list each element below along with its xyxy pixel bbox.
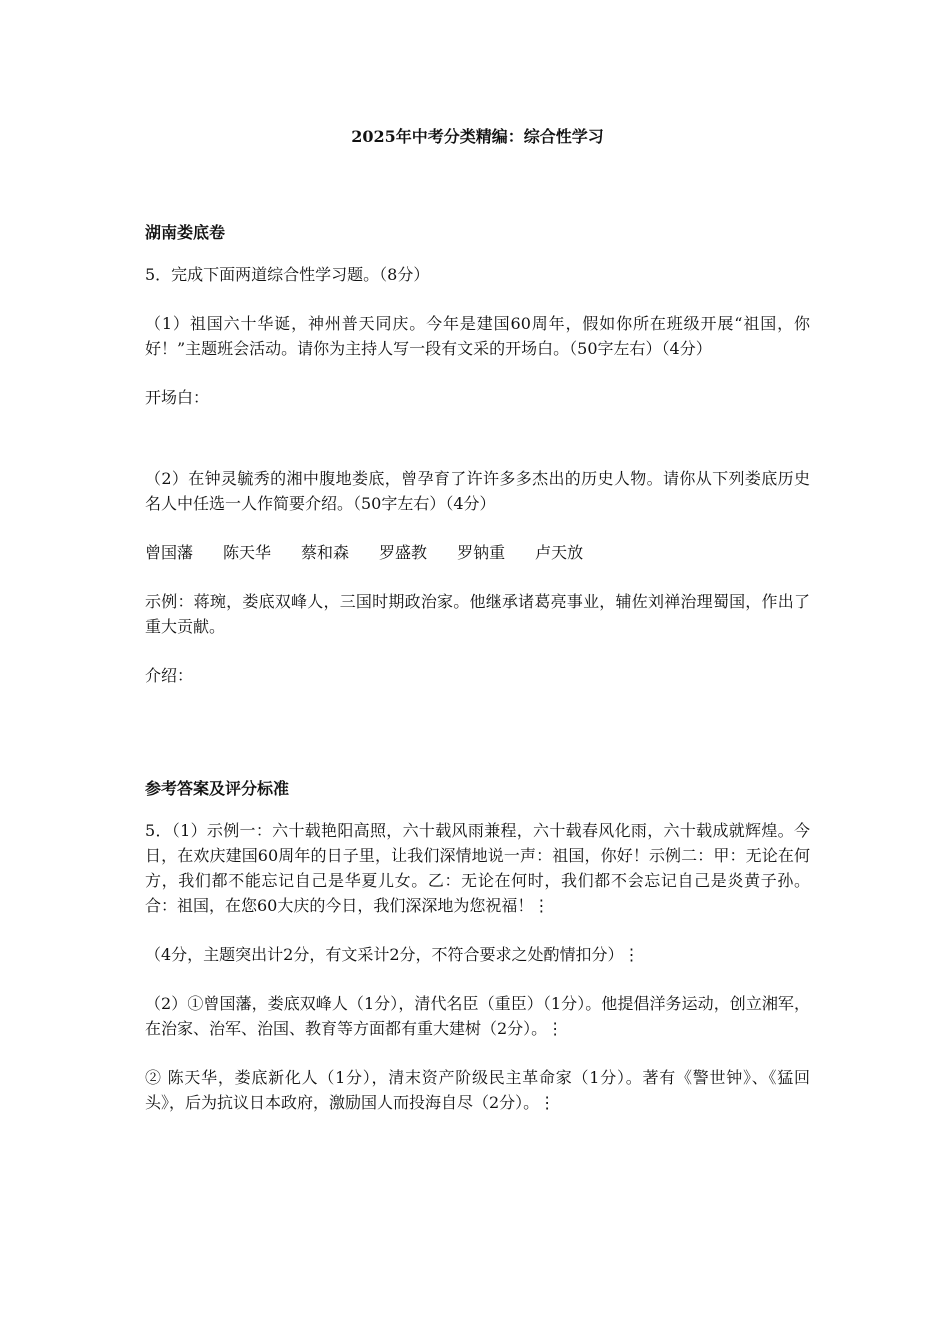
section-heading: 湖南娄底卷 [145, 223, 226, 242]
answers-heading: 参考答案及评分标准 [145, 779, 290, 798]
name-item: 蔡和森 [301, 543, 350, 562]
name-item: 曾国藩 [145, 543, 194, 562]
historical-names-list [145, 540, 810, 565]
name-item: 陈天华 [223, 543, 272, 562]
answer-5-1: 5．（1）示例一：六十载艳阳高照，六十载风雨兼程，六十载春风化雨，六十载成就辉煌。今日，在欢庆建国60周年的日子里，让我们深情地说一声：祖国，你好！示例二：甲：无论在何方，我们都不能忘记自己是华夏儿女。乙：无论在何时，我们都不会忘记自己是炎黄子孙。合：祖国，在您60大庆的今日，我们深深地为您祝福！⋮ [145, 821, 810, 915]
answer-5-2-item-1: （2）①曾国藩，娄底双峰人（1分），清代名臣（重臣）（1分）。他提倡洋务运动，创立湘军，在治家、治军、治国、教育等方面都有重大建树（2分）。⋮ [145, 994, 810, 1038]
name-item: 罗钠重 [457, 543, 506, 562]
name-item: 罗盛教 [379, 543, 428, 562]
name-item: 卢天放 [535, 543, 584, 562]
answer-5-2-item-2: ② 陈天华，娄底新化人（1分），清末资产阶级民主革命家（1分）。著有《警世钟》、《猛回头》，后为抗议日本政府，激励国人而投海自尽（2分）。⋮ [145, 1068, 810, 1112]
document-title: 2025年中考分类精编：综合性学习 [351, 127, 604, 146]
question-5-part-1: （1）祖国六十华诞，神州普天同庆。今年是建国60周年，假如你所在班级开展“祖国，你好！”主题班会活动。请你为主持人写一段有文采的开场白。（50字左右）（4分） [145, 314, 810, 358]
blank-answer-space [145, 434, 810, 466]
answer-label-opening: 开场白： [145, 388, 210, 407]
example-text: 示例：蒋琬，娄底双峰人，三国时期政治家。他继承诸葛亮事业，辅佐刘禅治理蜀国，作出了重大贡献。 [145, 592, 810, 636]
answer-5-1-scoring: （4分，主题突出计2分，有文采计2分，不符合要求之处酌情扣分）⋮ [145, 945, 640, 964]
question-5-intro: 5．完成下面两道综合性学习题。（8分） [145, 265, 430, 284]
answer-label-intro: 介绍： [145, 666, 194, 685]
blank-answer-space [145, 712, 810, 776]
question-5-part-2: （2）在钟灵毓秀的湘中腹地娄底，曾孕育了许许多多杰出的历史人物。请你从下列娄底历史名人中任选一人作简要介绍。（50字左右）（4分） [145, 469, 810, 513]
